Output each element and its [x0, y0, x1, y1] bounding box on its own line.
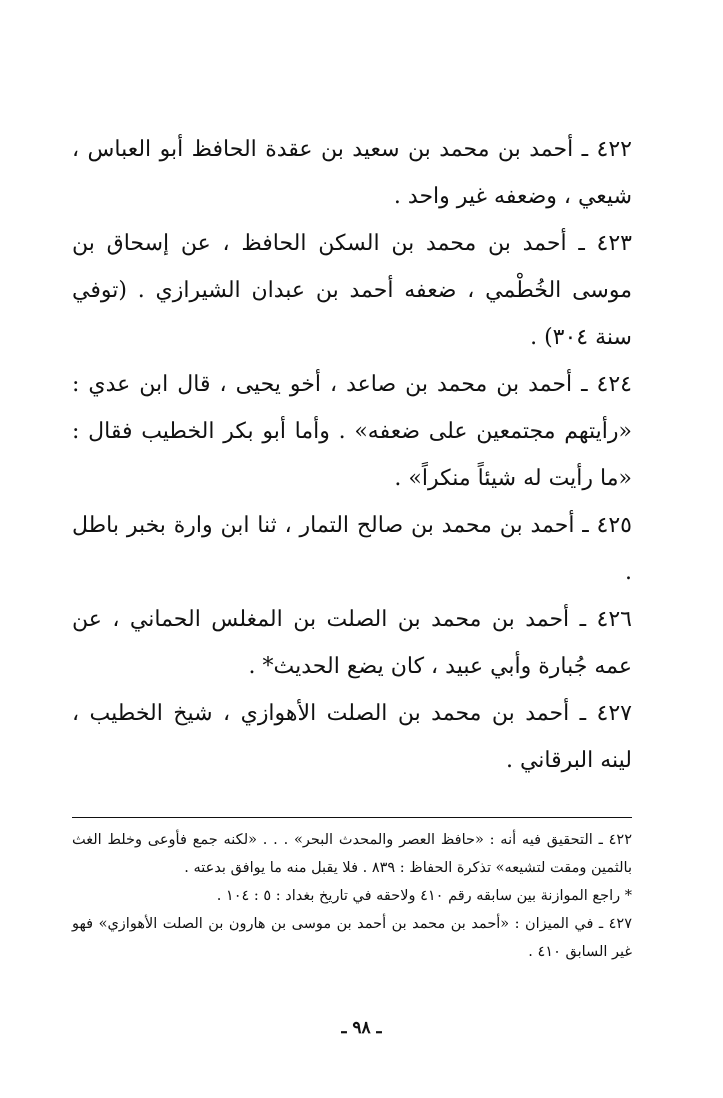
footnote-427: ٤٢٧ ـ في الميزان : «أحمد بن محمد بن أحمد بن موسى بن هارون بن الصلت الأهوازي» فهو غير السابق ٤١٠ .: [72, 916, 632, 960]
entry-426: ٤٢٦ ـ أحمد بن محمد بن الصلت بن المغلس الحماني ، عن عمه جُبارة وأبي عبيد ، كان يضع الحديث* .: [72, 607, 632, 679]
footnotes: [72, 826, 632, 966]
entry-424: ٤٢٤ ـ أحمد بن محمد بن صاعد ، أخو يحيى ، قال ابن عدي : «رأيتهم مجتمعين على ضعفه» . وأما أبو بكر الخطيب فقال : «ما رأيت له شيئاً منكراً» .: [72, 372, 632, 491]
footnote-422: ٤٢٢ ـ التحقيق فيه أنه : «حافظ العصر والمحدث البحر» . . . «لكنه جمع فأوعى وخلط الغث بالثمين ومقت لتشيعه» تذكرة الحفاظ : ٨٣٩ . فلا يقبل منه ما يوافق بدعته .: [72, 832, 632, 876]
footnote-divider: [72, 817, 632, 818]
entry-423: ٤٢٣ ـ أحمد بن محمد بن السكن الحافظ ، عن إسحاق بن موسى الخُطْمي ، ضعفه أحمد بن عبدان الشيرازي . (توفي سنة ٣٠٤) .: [72, 231, 632, 350]
page-number: ـ ٩٨ ـ: [341, 1018, 382, 1038]
footnote-asterisk: * راجع الموازنة بين سابقه رقم ٤١٠ ولاحقه في تاريخ بغداد : ٥ : ١٠٤ .: [216, 888, 632, 904]
entry-425: ٤٢٥ ـ أحمد بن محمد بن صالح التمار ، ثنا ابن وارة بخبر باطل .: [72, 513, 632, 585]
entry-422: ٤٢٢ ـ أحمد بن محمد بن سعيد بن عقدة الحافظ أبو العباس ، شيعي ، وضعفه غير واحد .: [72, 137, 632, 209]
entry-427: ٤٢٧ ـ أحمد بن محمد بن الصلت الأهوازي ، شيخ الخطيب ، لينه البرقاني .: [72, 701, 632, 773]
main-text: [72, 126, 632, 784]
